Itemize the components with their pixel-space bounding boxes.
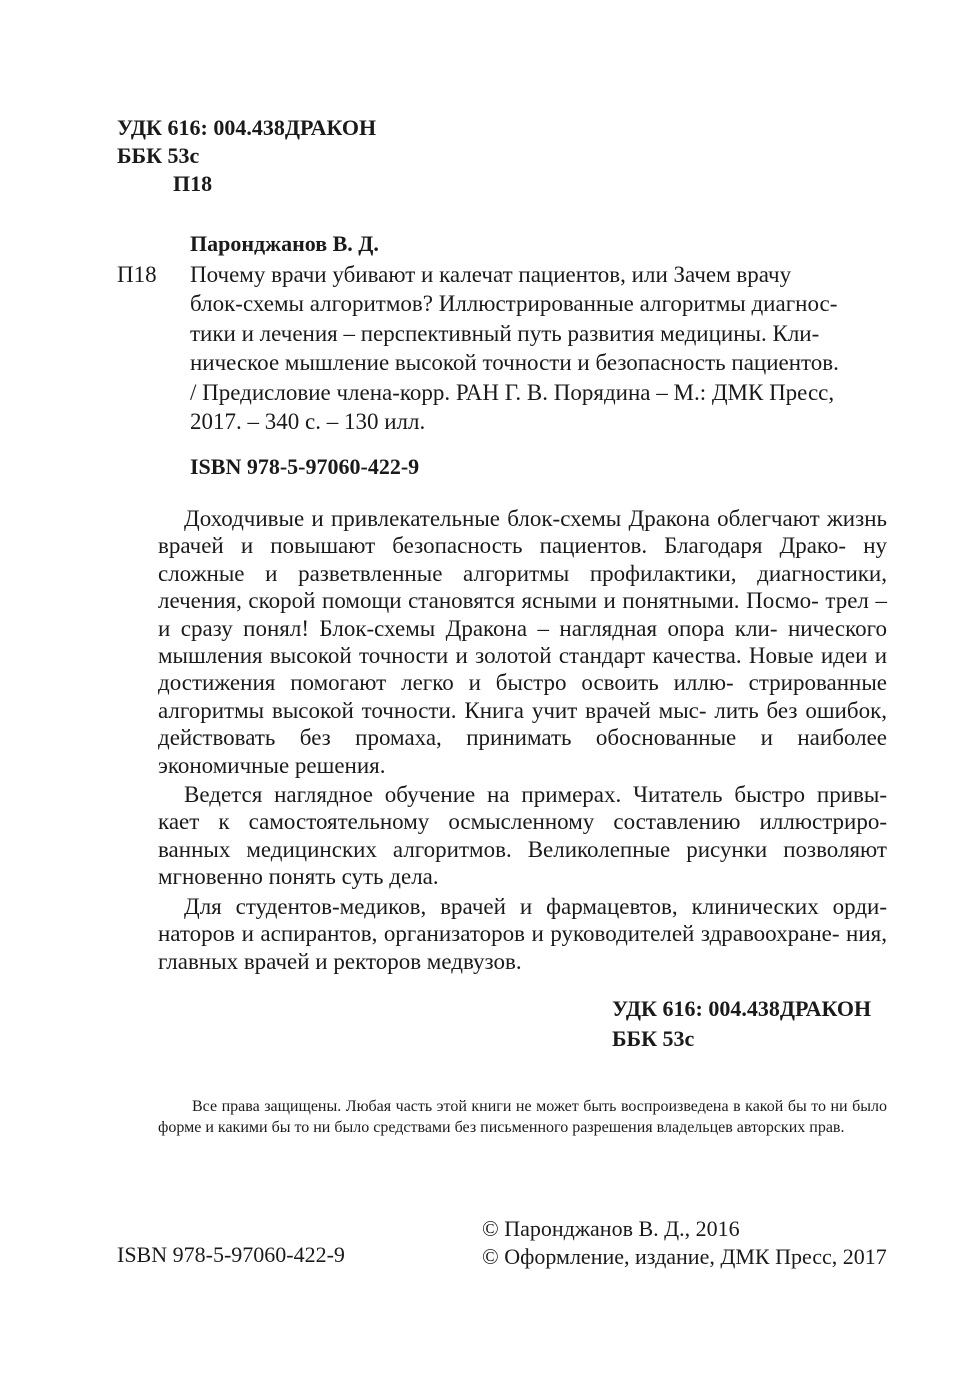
udk-code-bottom: УДК 616: 004.438ДРАКОН bbox=[612, 996, 872, 1021]
bibliographic-description bbox=[190, 260, 887, 436]
abstract-line: жизнь врачей и повышают безопасность пациентов. Благодаря Драко- bbox=[158, 506, 887, 559]
rights-notice: Все права защищены. Любая часть этой книги не может быть воспроизведена в какой бы то ни было форме и какими бы то ни было средствами без письменного разрешения владельцев авторских прав. bbox=[158, 1098, 887, 1136]
author-sign: П18 bbox=[173, 171, 213, 196]
copyright-line: © Оформление, издание, ДМК Пресс, 2017 bbox=[482, 1244, 887, 1269]
abstract-line: наиболее экономичные решения. bbox=[158, 725, 887, 778]
abstract-paragraph bbox=[158, 505, 887, 779]
udk-code: УДК 616: 004.438ДРАКОН bbox=[117, 115, 377, 140]
abstract-line: трел – и сразу понял! Блок-схемы Дракона – наглядная опора кли- bbox=[158, 588, 887, 641]
abstract-paragraph bbox=[158, 893, 887, 975]
footer-isbn: ISBN 978-5-97060-422-9 bbox=[117, 1242, 345, 1267]
bbk-code-bottom: ББК 53с bbox=[612, 1026, 695, 1051]
copyright-block bbox=[482, 1215, 887, 1271]
abstract-line: Доходчивые и привлекательные блок-схемы Дракона облегчают bbox=[184, 506, 820, 531]
abstract-paragraph bbox=[158, 781, 887, 891]
abstract-line: кает к самостоятельному осмысленному составлению иллюстриро- bbox=[158, 809, 887, 835]
abstract-line: лечения, скорой помощи становятся ясными и понятными. Посмо- bbox=[158, 588, 819, 614]
abstract-line: ния, главных врачей и ректоров медвузов. bbox=[158, 921, 887, 974]
abstract-line: Для студентов-медиков, врачей и фармацевтов, клинических орди- bbox=[184, 893, 887, 919]
author-name: Паронджанов В. Д. bbox=[190, 231, 379, 256]
abstract-line: Ведется наглядное обучение на примерах. Читатель быстро привы- bbox=[184, 782, 887, 808]
biblio-line: тики и лечения – перспективный путь развития медицины. Кли- bbox=[190, 320, 820, 346]
biblio-line: Почему врачи убивают и калечат пациентов, или Зачем врачу bbox=[190, 262, 792, 287]
copyright-line: © Паронджанов В. Д., 2016 bbox=[482, 1216, 740, 1241]
bbk-code: ББК 53с bbox=[117, 143, 200, 168]
abstract bbox=[158, 505, 887, 975]
abstract-line: мгновенно понять суть дела. bbox=[158, 864, 439, 890]
abstract-line: Новые идеи и достижения помогают легко и быстро освоить иллю- bbox=[158, 643, 888, 696]
abstract-line: ванных медицинских алгоритмов. Великолепные рисунки позволяют bbox=[158, 836, 887, 862]
bibliographic-code: П18 bbox=[117, 262, 157, 287]
biblio-line: блок-схемы алгоритмов? Иллюстрированные алгоритмы диагнос- bbox=[190, 291, 838, 317]
isbn-main: ISBN 978-5-97060-422-9 bbox=[190, 454, 420, 479]
classification-block bbox=[117, 114, 376, 198]
abstract-line: наторов и аспирантов, организаторов и руководителей здравоохране- bbox=[158, 921, 840, 947]
biblio-line: / Предисловие члена-корр. РАН Г. В. Порядина – М.: ДМК Пресс, bbox=[190, 379, 835, 405]
abstract-line: лить без ошибок, действовать без промаха, принимать обоснованные и bbox=[158, 697, 887, 751]
abstract-line: ну сложные и разветвленные алгоритмы профилактики, диагностики, bbox=[158, 533, 887, 586]
biblio-line: 2017. – 340 с. – 130 илл. bbox=[190, 409, 426, 435]
classification-bottom bbox=[612, 994, 871, 1054]
biblio-line: ническое мышление высокой точности и безопасность пациентов. bbox=[190, 350, 839, 376]
abstract-line: стрированные алгоритмы высокой точности. Книга учит врачей мыс- bbox=[158, 670, 888, 723]
abstract-line: нического мышления высокой точности и золотой стандарт качества. bbox=[158, 615, 888, 669]
